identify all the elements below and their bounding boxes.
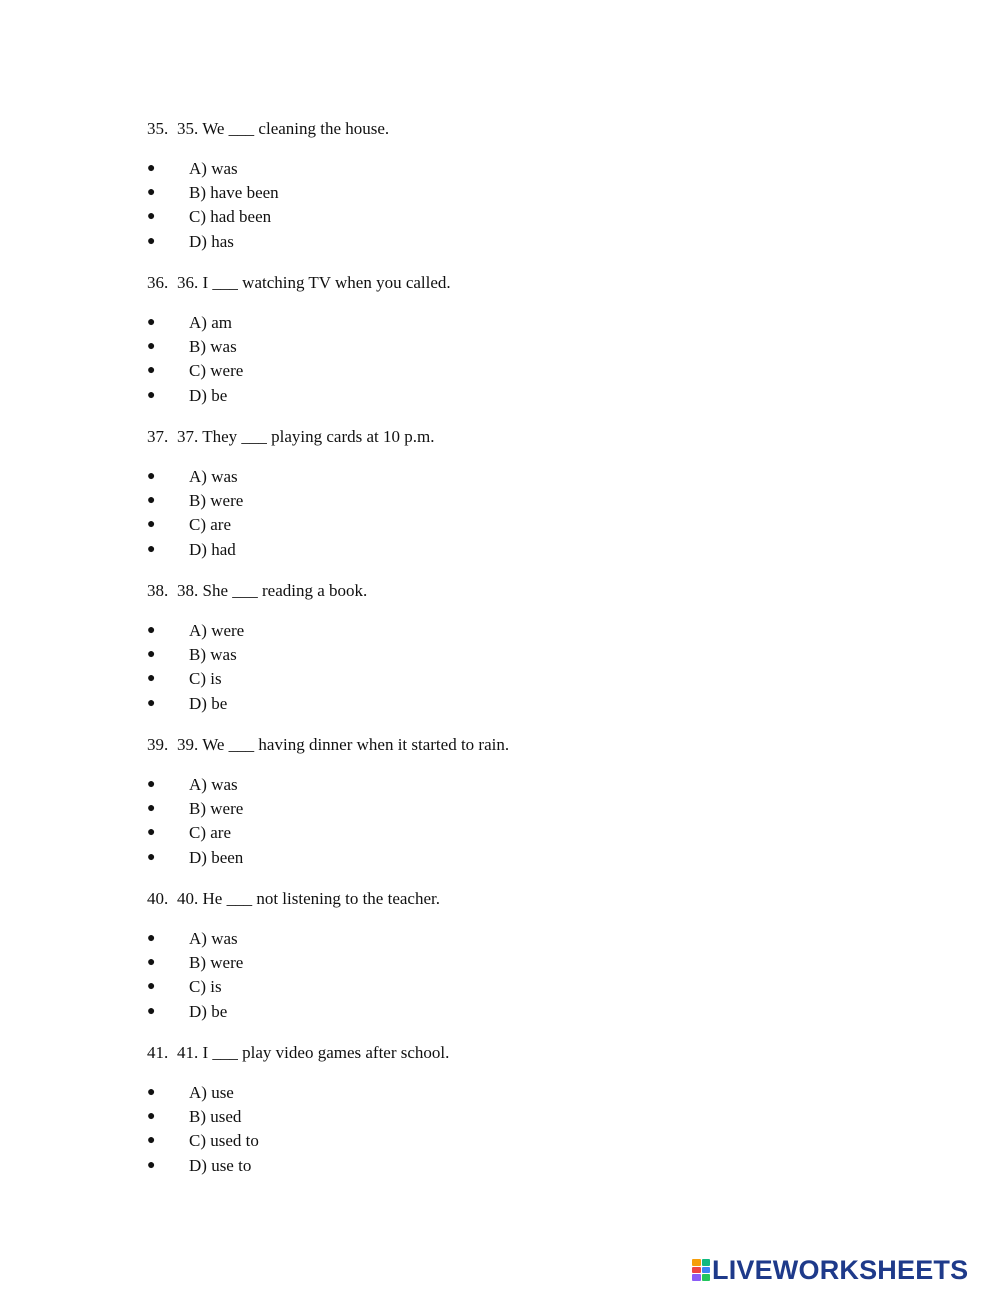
bullet-icon: ● [147, 801, 156, 817]
answer-option[interactable] [147, 181, 947, 205]
answer-option-label: B) was [189, 337, 237, 357]
logo-text: LIVEWORKSHEETS [712, 1255, 969, 1285]
question-block [147, 733, 947, 870]
answer-option[interactable] [147, 205, 947, 229]
question-line [147, 887, 947, 911]
question-text: 41. I ___ play video games after school. [177, 1043, 450, 1062]
answer-option-label: C) are [189, 515, 232, 535]
question-line [147, 117, 947, 141]
answer-option[interactable] [147, 513, 947, 537]
answer-option[interactable] [147, 692, 947, 716]
answer-option-label: A) were [189, 621, 245, 640]
answer-options [147, 773, 947, 870]
logo-tile [702, 1274, 711, 1281]
answer-option[interactable] [147, 951, 947, 975]
question-number: 40. [147, 889, 169, 908]
answer-option[interactable] [147, 1105, 947, 1129]
bullet-icon: ● [147, 1085, 156, 1100]
answer-option-label: D) been [189, 847, 244, 867]
answer-options [147, 311, 947, 408]
question-number: 39. [147, 735, 169, 754]
answer-option-label: B) was [189, 645, 237, 665]
question-line [147, 733, 947, 757]
answer-option[interactable] [147, 1129, 947, 1153]
answer-option-label: D) use to [189, 1155, 252, 1175]
answer-option[interactable] [147, 975, 947, 999]
bullet-icon: ● [147, 363, 156, 379]
answer-option-label: A) was [189, 159, 238, 178]
bullet-icon: ● [147, 387, 156, 403]
answer-option[interactable] [147, 230, 947, 254]
answer-option-label: C) had been [189, 207, 272, 227]
answer-option[interactable] [147, 489, 947, 513]
liveworksheets-logo [692, 1255, 968, 1285]
bullet-icon: ● [147, 979, 156, 995]
bullet-icon: ● [147, 541, 156, 557]
answer-option-label: C) is [189, 977, 222, 997]
answer-option[interactable] [147, 1154, 947, 1178]
answer-option-label: C) are [189, 823, 232, 843]
question-block [147, 1041, 947, 1178]
answer-option[interactable] [147, 667, 947, 691]
bullet-icon: ● [147, 517, 156, 533]
bullet-icon: ● [147, 161, 156, 176]
question-block [147, 579, 947, 716]
question-text: 35. We ___ cleaning the house. [177, 119, 390, 138]
bullet-icon: ● [147, 1003, 156, 1019]
answer-option[interactable] [147, 157, 947, 181]
answer-option-label: A) was [189, 467, 238, 486]
logo-tile [702, 1267, 711, 1274]
question-text: 37. They ___ playing cards at 10 p.m. [177, 427, 435, 446]
answer-option[interactable] [147, 821, 947, 845]
answer-option[interactable] [147, 797, 947, 821]
bullet-icon: ● [147, 469, 156, 484]
answer-option[interactable] [147, 335, 947, 359]
question-block [147, 425, 947, 562]
answer-options [147, 1081, 947, 1178]
bullet-icon: ● [147, 185, 156, 201]
question-number: 37. [147, 427, 169, 446]
answer-option[interactable] [147, 1081, 947, 1105]
bullet-icon: ● [147, 493, 156, 509]
logo-tile [692, 1274, 701, 1281]
bullet-icon: ● [147, 825, 156, 841]
answer-option-label: A) was [189, 929, 238, 948]
bullet-icon: ● [147, 695, 156, 711]
bullet-icon: ● [147, 623, 156, 638]
answer-option-label: B) were [189, 953, 244, 973]
answer-option[interactable] [147, 538, 947, 562]
answer-options [147, 927, 947, 1024]
question-number: 38. [147, 581, 169, 600]
answer-options [147, 157, 947, 254]
logo-tile [702, 1259, 711, 1266]
answer-option-label: C) is [189, 669, 222, 689]
question-text: 36. I ___ watching TV when you called. [177, 273, 451, 292]
answer-options [147, 619, 947, 716]
question-number: 41. [147, 1043, 169, 1062]
question-block [147, 117, 947, 254]
answer-option-label: D) be [189, 385, 228, 405]
answer-option-label: A) am [189, 313, 232, 332]
bullet-icon: ● [147, 209, 156, 225]
bullet-icon: ● [147, 671, 156, 687]
logo-tile [692, 1259, 701, 1266]
bullet-icon: ● [147, 647, 156, 663]
answer-option-label: D) had [189, 539, 236, 559]
question-line [147, 1041, 947, 1065]
logo-tile [692, 1267, 701, 1274]
answer-option[interactable] [147, 384, 947, 408]
question-block [147, 271, 947, 408]
bullet-icon: ● [147, 955, 156, 971]
bullet-icon: ● [147, 931, 156, 946]
bullet-icon: ● [147, 1133, 156, 1149]
question-block [147, 887, 947, 1024]
answer-option[interactable] [147, 311, 947, 335]
bullet-icon: ● [147, 339, 156, 355]
answer-option[interactable] [147, 773, 947, 797]
answer-option[interactable] [147, 846, 947, 870]
question-number: 36. [147, 273, 169, 292]
bullet-icon: ● [147, 315, 156, 330]
answer-option[interactable] [147, 927, 947, 951]
question-line [147, 425, 947, 449]
answer-option[interactable] [147, 465, 947, 489]
answer-option-label: B) were [189, 491, 244, 511]
answer-option[interactable] [147, 619, 947, 643]
answer-option-label: B) used [189, 1107, 242, 1127]
answer-option[interactable] [147, 643, 947, 667]
question-text: 40. He ___ not listening to the teacher. [177, 889, 440, 908]
question-text: 38. She ___ reading a book. [177, 581, 368, 600]
question-line [147, 271, 947, 295]
question-text: 39. We ___ having dinner when it started to rain. [177, 735, 510, 754]
answer-option-label: A) was [189, 775, 238, 794]
answer-option[interactable] [147, 1000, 947, 1024]
question-line [147, 579, 947, 603]
bullet-icon: ● [147, 849, 156, 865]
answer-option-label: C) were [189, 361, 244, 381]
answer-option-label: D) be [189, 1001, 228, 1021]
bullet-icon: ● [147, 233, 156, 249]
answer-option-label: D) be [189, 693, 228, 713]
bullet-icon: ● [147, 777, 156, 792]
liveworksheets-logo-icon [692, 1259, 710, 1281]
bullet-icon: ● [147, 1157, 156, 1173]
answer-option-label: D) has [189, 231, 234, 251]
answer-option-label: B) have been [189, 183, 279, 203]
answer-option-label: A) use [189, 1083, 234, 1102]
answer-option-label: C) used to [189, 1131, 259, 1151]
answer-option[interactable] [147, 359, 947, 383]
bullet-icon: ● [147, 1109, 156, 1125]
question-number: 35. [147, 119, 169, 138]
answer-options [147, 465, 947, 562]
answer-option-label: B) were [189, 799, 244, 819]
